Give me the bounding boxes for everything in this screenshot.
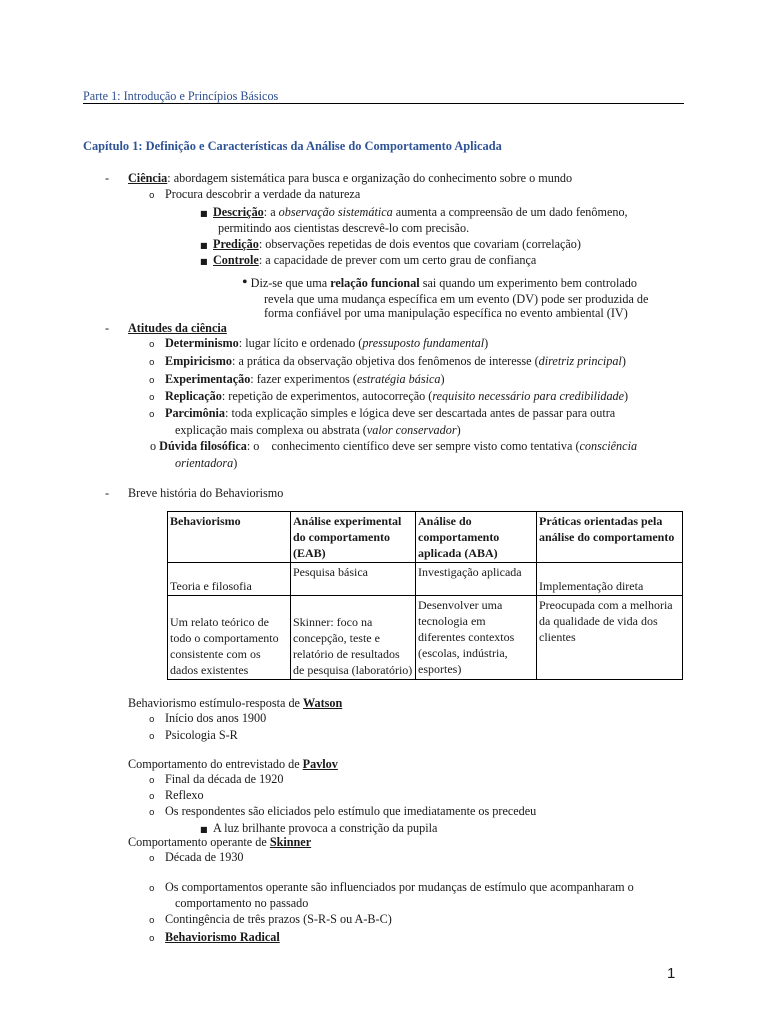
list-item — [149, 803, 536, 821]
experimentacao-term: Experimentação — [165, 372, 251, 386]
ciencia-sub-text: Procura descobrir a verdade da natureza — [165, 187, 361, 201]
circle-bullet: o — [149, 916, 155, 926]
table-header-cell: Análise do comportamento aplicada (ABA) — [416, 512, 537, 563]
ciencia-sub — [149, 186, 360, 204]
descricao-b: aumenta a compreensão de um dado fenômeno, — [392, 205, 628, 219]
descricao-italic: observação sistemática — [278, 205, 393, 219]
dash-bullet: - — [105, 321, 110, 335]
list-item — [149, 911, 392, 929]
atitudes-title: Atitudes da ciência — [128, 321, 227, 335]
circle-bullet: o — [149, 410, 155, 420]
pavlov-name: Pavlov — [302, 757, 338, 771]
circle-bullet: o — [149, 934, 155, 944]
circle-bullet: o — [149, 376, 155, 386]
circle-bullet: o — [149, 358, 155, 368]
dash-bullet: - — [105, 486, 110, 500]
skinner-name: Skinner — [269, 835, 312, 849]
determinismo-italic: pressuposto fundamental — [362, 336, 485, 350]
close-paren: ) — [456, 423, 461, 437]
circle-bullet: o — [149, 340, 155, 350]
list-item-text: A luz brilhante provoca a constrição da pupila — [213, 821, 438, 835]
table-row — [168, 563, 683, 596]
replicacao-line — [149, 388, 628, 406]
table-cell: Teoria e filosofia — [168, 563, 291, 596]
ciencia-text: : abordagem sistemática para busca e organização do conhecimento sobre o mundo — [167, 171, 573, 185]
empirismo-term: Empiricismo — [165, 354, 233, 368]
duvida-a: : o conhecimento científico deve ser sempre visto como tentativa ( — [246, 439, 580, 453]
duvida-italic2: orientadora — [175, 456, 234, 470]
replicacao-italic: requisito necessário para credibilidade — [432, 389, 625, 403]
empirismo-line — [149, 353, 626, 371]
parcimonia-italic: valor conservador — [366, 423, 457, 437]
square-bullet: ■ — [200, 241, 208, 250]
experimentacao-line — [149, 371, 445, 389]
relacao-a: Diz-se que uma — [250, 276, 331, 290]
table-cell: Um relato teórico de todo o comportamento consistente com os dados existentes — [168, 596, 291, 680]
table-header-cell: Práticas orientadas pela análise do comportamento — [537, 512, 683, 563]
determinismo-a: : lugar lícito e ordenado ( — [238, 336, 363, 350]
dash-bullet: - — [105, 171, 110, 185]
circle-bullet: o — [149, 884, 155, 894]
circle-bullet: o — [149, 393, 155, 403]
table-cell: Desenvolver uma tecnologia em diferentes contextos (escolas, indústria, esportes) — [416, 596, 537, 680]
table-row — [168, 596, 683, 680]
list-item-text: Os respondentes são eliciados pelo estímulo que imediatamente os precedeu — [165, 804, 537, 818]
experimentacao-italic: estratégia básica — [356, 372, 441, 386]
parcimonia-b: explicação mais complexa ou abstrata ( — [175, 423, 367, 437]
controle-text: : a capacidade de prever com um certo grau de confiança — [258, 253, 537, 267]
behaviorism-table — [167, 511, 683, 680]
table-header-cell: Behaviorismo — [168, 512, 291, 563]
historia-title: Breve história do Behaviorismo — [128, 486, 284, 500]
parcimonia-line2 — [175, 422, 461, 438]
empirismo-a: : a prática da observação objetiva dos fenômenos de interesse ( — [232, 354, 539, 368]
relacao-line2: revela que uma mudança específica em um evento (DV) pode ser produzida de — [264, 292, 649, 306]
predicao-term: Predição — [213, 237, 259, 251]
list-item-text: Contingência de três prazos (S-R-S ou A-B-C) — [165, 912, 392, 926]
list-item — [149, 727, 238, 745]
relacao-line3: forma confiável por uma manipulação específica no evento ambiental (IV) — [264, 306, 628, 320]
list-item-text: Final da década de 1920 — [165, 772, 284, 786]
circle-bullet: o — [149, 808, 155, 818]
dot-bullet: • — [242, 274, 248, 291]
pavlov-title-text: Comportamento do entrevistado de — [128, 757, 303, 771]
list-item — [149, 710, 266, 728]
circle-bullet: o — [149, 191, 155, 201]
close-paren: ) — [440, 372, 445, 386]
circle-bullet: o — [149, 854, 155, 864]
page-number: 1 — [667, 965, 676, 982]
table-header-cell: Análise experimental do comportamento (EAB) — [291, 512, 416, 563]
determinismo-line — [149, 335, 488, 353]
list-item-text: Reflexo — [165, 788, 204, 802]
ciencia-term: Ciência — [128, 171, 168, 185]
parcimonia-term: Parcimônia — [165, 406, 226, 420]
duvida-term: Dúvida filosófica — [159, 439, 247, 453]
determinismo-term: Determinismo — [165, 336, 239, 350]
skinner-title — [128, 834, 311, 850]
circle-bullet: o — [149, 732, 155, 742]
parcimonia-line — [149, 405, 615, 423]
parcimonia-a: : toda explicação simples e lógica deve ser descartada antes de passar para outra — [225, 406, 616, 420]
list-item-text: Início dos anos 1900 — [165, 711, 267, 725]
circle-bullet: o — [149, 715, 155, 725]
list-item-text: Os comportamentos operante são influenciados por mudanças de estímulo que acompanharam o — [165, 880, 634, 894]
skinner-title-text: Comportamento operante de — [128, 835, 270, 849]
descricao-a: : a — [263, 205, 279, 219]
table-cell: Preocupada com a melhoria da qualidade de vida dos clientes — [537, 596, 683, 680]
close-paren: ) — [484, 336, 489, 350]
descricao-term: Descrição — [213, 205, 264, 219]
watson-name: Watson — [303, 696, 343, 710]
square-bullet: ■ — [200, 209, 208, 218]
empirismo-italic: diretriz principal — [538, 354, 622, 368]
experimentacao-a: : fazer experimentos ( — [250, 372, 357, 386]
circle-bullet: o — [150, 439, 157, 453]
table-cell: Pesquisa básica — [291, 563, 416, 596]
header-rule — [83, 103, 684, 104]
close-paren: ) — [233, 456, 238, 470]
pavlov-title — [128, 756, 338, 772]
list-item-text: Behaviorismo Radical — [165, 930, 280, 944]
watson-title-text: Behaviorismo estímulo-resposta de — [128, 696, 303, 710]
circle-bullet: o — [149, 792, 155, 802]
controle-term: Controle — [213, 253, 259, 267]
predicao-text: : observações repetidas de dois eventos que covariam (correlação) — [258, 237, 581, 251]
duvida-line2 — [175, 455, 237, 471]
close-paren: ) — [624, 389, 629, 403]
square-bullet: ■ — [200, 257, 208, 266]
list-item-text: Psicologia S-R — [165, 728, 238, 742]
list-item — [149, 929, 280, 947]
page-header: Parte 1: Introdução e Princípios Básicos — [83, 89, 279, 103]
replicacao-term: Replicação — [165, 389, 222, 403]
circle-bullet: o — [149, 776, 155, 786]
list-item-continuation: comportamento no passado — [175, 896, 309, 910]
table-cell: Implementação direta — [537, 563, 683, 596]
relacao-c: sai quando um experimento bem controlado — [419, 276, 637, 290]
watson-title — [128, 695, 342, 711]
table-header-row — [168, 512, 683, 563]
table-cell: Skinner: foco na concepção, teste e relatório de resultados de pesquisa (laboratório) — [291, 596, 416, 680]
list-item-text: Década de 1930 — [165, 850, 244, 864]
controle-line — [200, 252, 536, 270]
descricao-line2: permitindo aos cientistas descrevê-lo com precisão. — [218, 221, 470, 235]
chapter-title: Capítulo 1: Definição e Características da Análise do Comportamento Aplicada — [83, 139, 502, 153]
table-cell: Investigação aplicada — [416, 563, 537, 596]
relacao-term: relação funcional — [330, 276, 420, 290]
square-bullet: ■ — [200, 825, 208, 834]
relacao-line — [242, 275, 637, 291]
duvida-line — [150, 438, 637, 454]
list-item — [149, 849, 244, 867]
duvida-italic1: consciência — [579, 439, 638, 453]
ciencia-line — [128, 170, 572, 186]
close-paren: ) — [621, 354, 626, 368]
replicacao-a: : repetição de experimentos, autocorreção ( — [221, 389, 433, 403]
